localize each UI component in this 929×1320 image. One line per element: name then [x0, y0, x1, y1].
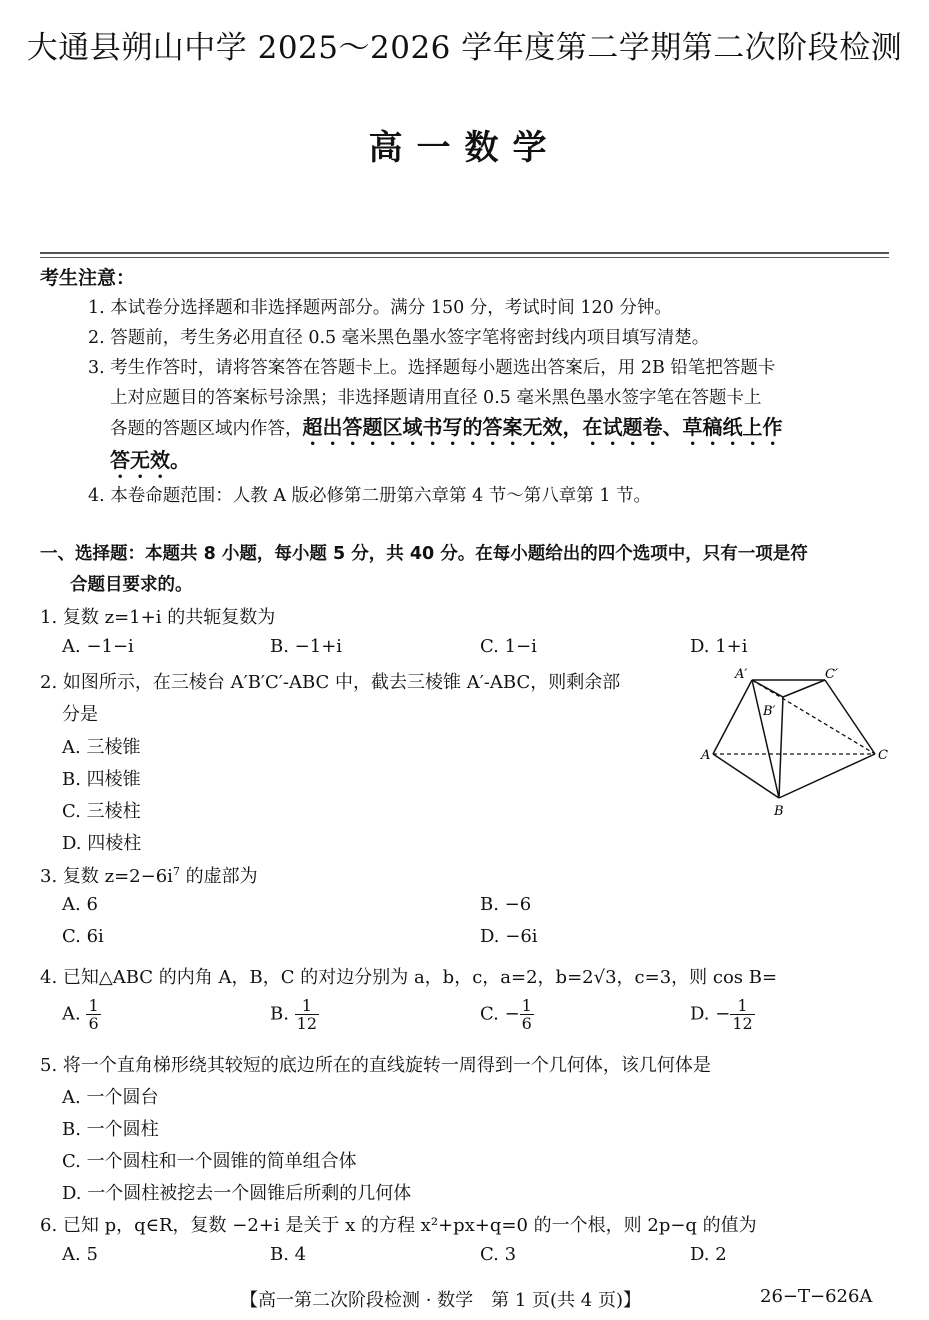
notice-item-3: 3. 考生作答时，请将答案答在答题卡上。选择题每小题选出答案后，用 2B 铅笔把答题卡	[88, 358, 776, 378]
section-heading-cont: 合题目要求的。	[70, 575, 193, 595]
q4-a-fraction	[86, 997, 100, 1032]
q2-option-c: C. 三棱柱	[62, 801, 141, 822]
subject-title: 高一数学	[368, 128, 561, 168]
q4-c-fraction	[520, 997, 534, 1032]
notice-emphasis-1: 超出答题区域书写的答案无效，在试题卷、草稿纸上作	[302, 415, 783, 439]
question-4-stem: 4. 已知△ABC 的内角 A，B，C 的对边分别为 a，b，c，a=2，b=2√3，c=3，则 cos B=	[40, 967, 778, 988]
q5-option-b: B. 一个圆柱	[62, 1119, 159, 1140]
q3-option-d: D. −6i	[480, 926, 538, 947]
q4-b-numerator: 1	[295, 997, 319, 1015]
q4-b-denominator: 12	[296, 1014, 318, 1033]
question-2-stem-cont: 分是	[62, 704, 98, 725]
q4-option-d	[690, 997, 755, 1032]
q6-option-c: C. 3	[480, 1244, 517, 1265]
q4-a-numerator: 1	[88, 996, 99, 1015]
q6-option-d: D. 2	[690, 1244, 727, 1265]
q4-option-b	[270, 997, 319, 1032]
q4-b-fraction	[295, 997, 319, 1032]
q1-option-d: D. 1+i	[690, 636, 748, 657]
divider-line-thin	[40, 257, 889, 258]
q5-option-a: A. 一个圆台	[62, 1087, 159, 1108]
q4-c-sign: −	[504, 1003, 520, 1025]
q3-option-c: C. 6i	[62, 926, 104, 947]
q3-stem-pre: 3. 复数 z=2−6i	[40, 866, 173, 887]
q3-option-a: A. 6	[62, 894, 98, 915]
q4-option-c	[480, 997, 534, 1032]
exam-code: 26−T−626A	[760, 1286, 873, 1307]
notice-item-4: 4. 本卷命题范围：人教 A 版必修第二册第六章第 4 节～第八章第 1 节。	[88, 486, 652, 506]
q4-a-denominator: 6	[88, 1014, 99, 1033]
q1-option-c: C. 1−i	[480, 636, 537, 657]
question-6-stem: 6. 已知 p，q∈R，复数 −2+i 是关于 x 的方程 x²+px+q=0 的一个根，则 2p−q 的值为	[40, 1215, 757, 1236]
section-heading: 一、选择题：本题共 8 小题，每小题 5 分，共 40 分。在每小题给出的四个选项中，只有一项是符	[40, 544, 808, 564]
q4-b-label: B.	[270, 1003, 295, 1025]
question-3-stem	[40, 862, 258, 888]
notice-item-3-line3	[110, 411, 783, 450]
q2-option-d: D. 四棱柱	[62, 833, 142, 854]
notice-item-1: 1. 本试卷分选择题和非选择题两部分。满分 150 分，考试时间 120 分钟。	[88, 298, 672, 318]
q5-option-c: C. 一个圆柱和一个圆锥的简单组合体	[62, 1151, 357, 1172]
frustum-figure	[695, 660, 895, 822]
notice-item-3-cont: 上对应题目的答案标号涂黑；非选择题请用直径 0.5 毫米黑色墨水签字笔在答题卡上	[110, 388, 762, 408]
figure-label-b: B	[774, 804, 784, 819]
q2-option-b: B. 四棱锥	[62, 769, 141, 790]
q1-option-a: A. −1−i	[62, 636, 134, 657]
figure-label-a-prime: A′	[735, 667, 748, 682]
question-2-stem: 2. 如图所示，在三棱台 A′B′C′-ABC 中，截去三棱锥 A′-ABC，则剩余部	[40, 672, 621, 693]
q4-d-numerator: 1	[730, 997, 754, 1015]
q1-option-b: B. −1+i	[270, 636, 343, 657]
q3-exponent: 7	[172, 865, 180, 878]
notice-heading: 考生注意：	[40, 267, 136, 289]
figure-label-b-prime: B′	[763, 704, 776, 719]
q4-c-denominator: 6	[521, 1014, 532, 1033]
notice-emphasis-2: 答无效。	[110, 448, 190, 472]
exam-title: 大通县朔山中学 2025～2026 学年度第二学期第二次阶段检测	[26, 30, 903, 66]
q4-d-sign: −	[715, 1003, 731, 1025]
divider-line-thick	[40, 252, 889, 254]
notice-item-2: 2. 答题前，考生务必用直径 0.5 毫米黑色墨水签字笔将密封线内项目填写清楚。	[88, 328, 710, 348]
q2-option-a: A. 三棱锥	[62, 737, 141, 758]
q4-c-numerator: 1	[521, 996, 532, 1015]
q4-d-label: D.	[690, 1003, 716, 1025]
page-footer: 【高一第二次阶段检测 · 数学 第 1 页(共 4 页)】	[240, 1290, 641, 1311]
question-5-stem: 5. 将一个直角梯形绕其较短的底边所在的直线旋转一周得到一个几何体，该几何体是	[40, 1055, 711, 1076]
q4-d-fraction	[730, 997, 754, 1032]
question-1-stem: 1. 复数 z=1+i 的共轭复数为	[40, 607, 276, 628]
q6-option-a: A. 5	[62, 1244, 98, 1265]
q4-option-a	[62, 997, 101, 1032]
notice-item-3-plain: 各题的答题区域内作答，	[110, 419, 303, 439]
figure-label-a: A	[701, 748, 711, 763]
q4-a-label: A.	[62, 1003, 87, 1025]
figure-label-c-prime: C′	[825, 667, 838, 682]
q3-option-b: B. −6	[480, 894, 532, 915]
figure-label-c: C	[878, 748, 888, 763]
q5-option-d: D. 一个圆柱被挖去一个圆锥后所剩的几何体	[62, 1183, 412, 1204]
q4-c-label: C.	[480, 1003, 505, 1025]
q6-option-b: B. 4	[270, 1244, 307, 1265]
q4-d-denominator: 12	[732, 1014, 753, 1033]
q3-stem-post: 的虚部为	[179, 866, 258, 887]
